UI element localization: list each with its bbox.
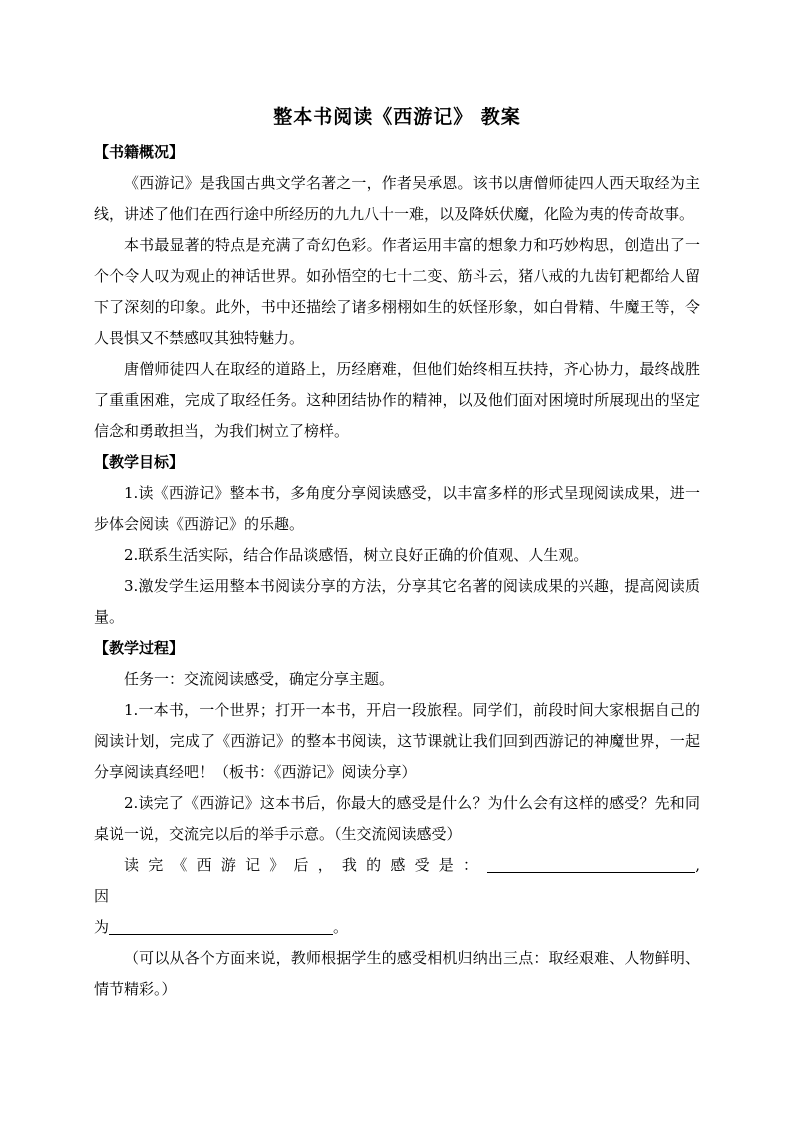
overview-paragraph: 本书最显著的特点是充满了奇幻色彩。作者运用丰富的想象力和巧妙构思，创造出了一个个令人叹为观止的神话世界。如孙悟空的七十二变、筋斗云，猪八戒的九齿钉耙都给人留下了深刻的印象。此外，书中还描绘了诸多栩栩如生的妖怪形象，如白骨精、牛魔王等，令人畏惧又不禁感叹其独特魅力。 (94, 236, 700, 347)
section-heading-goals: 【教学目标】 (94, 453, 185, 471)
fill-in-second-prefix: 为 (94, 918, 110, 936)
section-heading-process: 【教学过程】 (94, 639, 185, 657)
fill-in-middle: ,因 (94, 856, 700, 905)
process-paragraph: 2.读完了《西游记》这本书后，你最大的感受是什么？为什么会有这样的感受？先和同桌说一说，交流完以后的举手示意。（生交流阅读感受） (94, 794, 700, 843)
fill-in-blank-feeling[interactable] (487, 856, 695, 873)
overview-paragraph: 唐僧师徒四人在取经的道路上，历经磨难，但他们始终相互扶持，齐心协力，最终战胜了重重困难，完成了取经任务。这种团结协作的精神，以及他们面对困境时所展现出的坚定信念和勇敢担当，为我们树立了榜样。 (94, 360, 700, 440)
goal-item: 1.读《西游记》整本书，多角度分享阅读感受，以丰富多样的形式呈现阅读成果，进一步体会阅读《西游记》的乐趣。 (94, 484, 700, 533)
fill-in-blank-reason[interactable] (109, 918, 333, 935)
goal-item: 2.联系生活实际，结合作品谈感悟，树立良好正确的价值观、人生观。 (124, 546, 589, 564)
goal-item: 3.激发学生运用整本书阅读分享的方法，分享其它名著的阅读成果的兴趣，提高阅读质量。 (94, 577, 700, 626)
teacher-note: （可以从各个方面来说，教师根据学生的感受相机归纳出三点：取经艰难、人物鲜明、情节精彩。） (94, 949, 700, 998)
process-paragraph: 1.一本书，一个世界；打开一本书，开启一段旅程。同学们，前段时间大家根据自己的阅读计划，完成了《西游记》的整本书阅读，这节课就让我们回到西游记的神魔世界，一起分享阅读真经吧！（板书：《西游记》阅读分享） (94, 701, 700, 781)
overview-paragraph: 《西游记》是我国古典文学名著之一，作者吴承恩。该书以唐僧师徒四人西天取经为主线，讲述了他们在西行途中所经历的九九八十一难，以及降妖伏魔，化险为夷的传奇故事。 (94, 174, 700, 223)
fill-in-end: 。 (333, 918, 349, 936)
section-heading-overview: 【书籍概况】 (94, 143, 185, 161)
fill-in-prefix: 读完《西游记》后，我的感受是： (124, 856, 488, 874)
document-title: 整本书阅读《西游记》 教案 (273, 106, 521, 128)
process-paragraph: 任务一：交流阅读感受，确定分享主题。 (124, 670, 395, 688)
fill-in-sentence (94, 850, 700, 943)
